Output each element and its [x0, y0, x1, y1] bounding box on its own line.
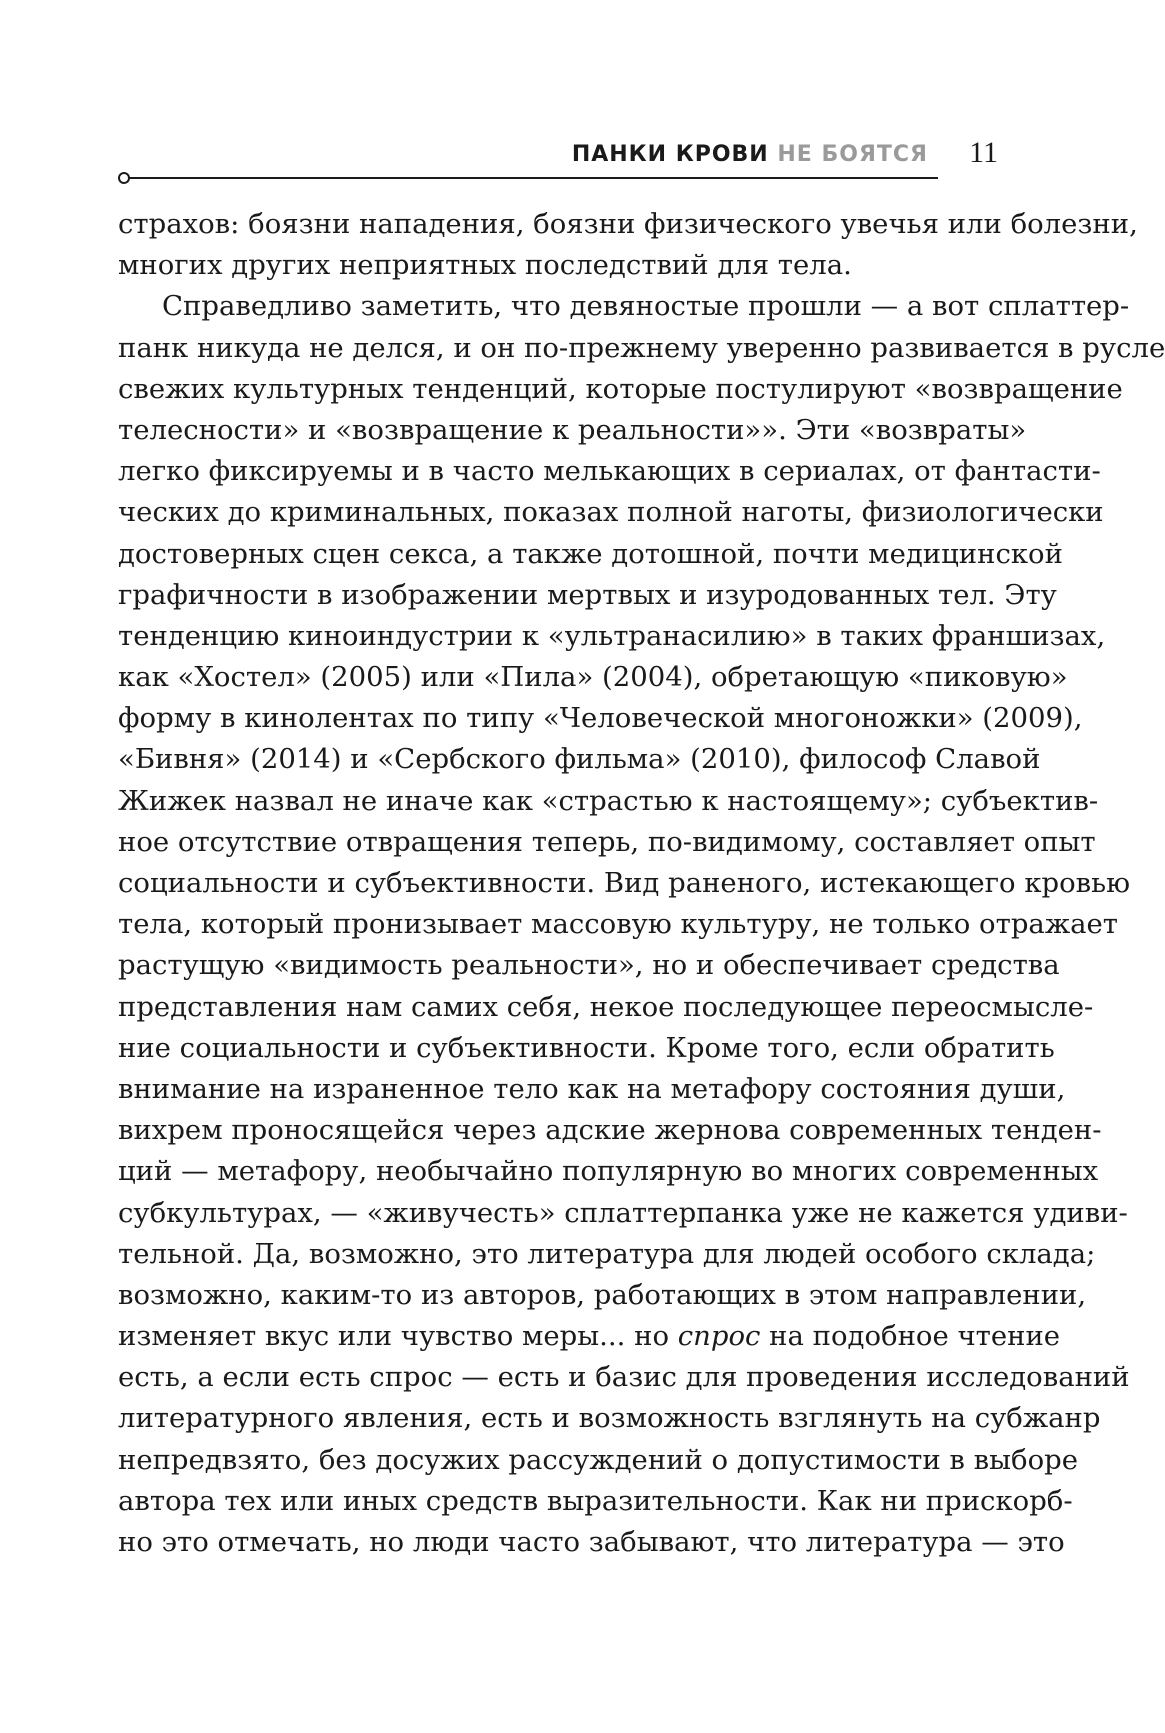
running-title-main: ПАНКИ КРОВИ	[571, 142, 769, 167]
text-line: Справедливо заметить, что девяностые прошли — а вот сплаттер-	[162, 290, 1130, 323]
text-line: ние социальности и субъективности. Кроме того, если обратить	[118, 1031, 1055, 1064]
header-rule	[128, 177, 938, 179]
text-line: вихрем проносящейся через адские жернова современных тенден-	[118, 1114, 1102, 1147]
text-line: ческих до криминальных, показах полной наготы, физиологически	[118, 496, 1104, 529]
text-line: тенденцию киноиндустрии к «ультранасилию» в таких франшизах,	[118, 619, 1106, 652]
text-line: тельной. Да, возможно, это литература для людей особого склада;	[118, 1237, 1096, 1270]
text-line: тела, который пронизывает массовую культуру, не только отражает	[118, 908, 1119, 941]
body-text	[118, 204, 1165, 1563]
text-line: многих других неприятных последствий для тела.	[118, 249, 852, 282]
text-line: ное отсутствие отвращения теперь, по-видимому, составляет опыт	[118, 825, 1096, 858]
text-line: социальности и субъективности. Вид раненого, истекающего кровью	[118, 867, 1131, 899]
text-run: на подобное чтение	[760, 1320, 1061, 1353]
text-line: страхов: боязни нападения, боязни физического увечья или болезни,	[118, 208, 1138, 240]
running-header	[118, 130, 998, 186]
header-rule-dot	[118, 172, 130, 184]
text-line: телесности» и «возвращение к реальности»». Эти «возвраты»	[118, 413, 1027, 446]
text-run: изменяет вкус или чувство меры... но	[118, 1320, 678, 1353]
text-line: но это отмечать, но люди часто забывают, что литература — это	[118, 1526, 1065, 1558]
running-title	[572, 142, 928, 167]
text-line: графичности в изображении мертвых и изуродованных тел. Эту	[118, 578, 1057, 611]
text-line: ций — метафору, необычайно популярную во многих современных	[118, 1155, 1099, 1188]
text-line: возможно, каким-то из авторов, работающих в этом направлении,	[118, 1278, 1087, 1311]
text-line-with-emphasis	[118, 1316, 1061, 1357]
text-line: легко фиксируемы и в часто мелькающих в сериалах, от фантасти-	[118, 455, 1101, 488]
text-line: форму в кинолентах по типу «Человеческой многоножки» (2009),	[118, 702, 1083, 735]
text-line: субкультурах, — «живучесть» сплаттерпанка уже не кажется удиви-	[118, 1196, 1128, 1229]
text-line: Жижек назвал не иначе как «страстью к настоящему»; субъектив-	[118, 784, 1099, 817]
text-line: как «Хостел» (2005) или «Пила» (2004), обретающую «пиковую»	[118, 661, 1068, 694]
text-line: литературного явления, есть и возможность взглянуть на субжанр	[118, 1402, 1101, 1435]
running-title-accent: НЕ БОЯТСЯ	[777, 142, 928, 167]
text-line: «Бивня» (2014) и «Сербского фильма» (2010), философ Славой	[118, 743, 1041, 776]
text-line: представления нам самих себя, некое последующее переосмысле-	[118, 990, 1094, 1023]
text-line: внимание на израненное тело как на метафору состояния души,	[118, 1072, 1066, 1105]
text-line: достоверных сцен секса, а также дотошной, почти медицинской	[118, 537, 1063, 570]
emphasis-word: спрос	[677, 1320, 761, 1353]
text-line: автора тех или иных средств выразительности. Как ни прискорб-	[118, 1484, 1073, 1517]
text-line: растущую «видимость реальности», но и обеспечивает средства	[118, 949, 1060, 982]
text-line: панк никуда не делся, и он по-прежнему уверенно развивается в русле	[118, 331, 1165, 364]
page-number: 11	[969, 136, 998, 169]
text-line: свежих культурных тенденций, которые постулируют «возвращение	[118, 372, 1123, 405]
text-line: есть, а если есть спрос — есть и базис для проведения исследований	[118, 1361, 1130, 1394]
text-line: непредвзято, без досужих рассуждений о допустимости в выборе	[118, 1443, 1079, 1476]
